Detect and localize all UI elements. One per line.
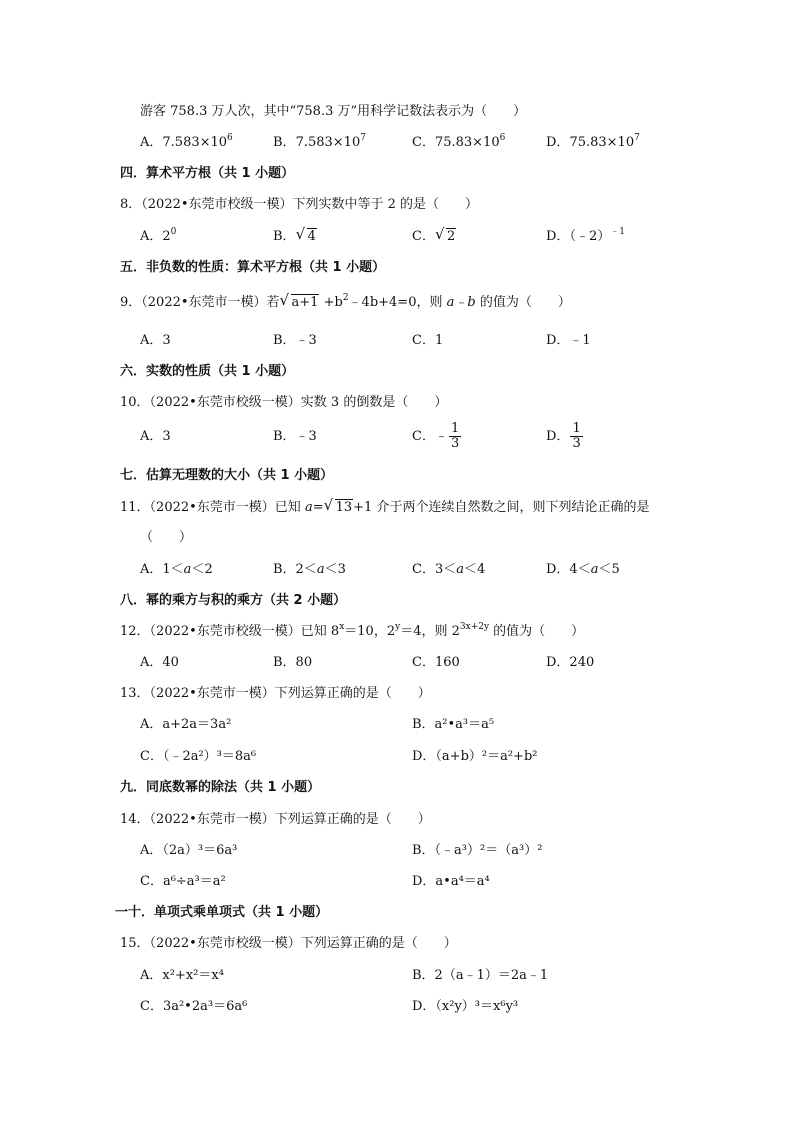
- fraction: $\frac{1}{3}$: [572, 421, 581, 451]
- sqrt-symbol: √ 4: [296, 228, 317, 246]
- q8-option-a: A．$2^0$: [140, 227, 177, 244]
- q13-option-b: B．a²•a³＝a⁵: [412, 717, 495, 732]
- q14-option-b: B．（﹣a³）²＝（a³）²: [412, 843, 543, 858]
- q10-stem: 10．（2022•东莞市校级一模）实数 3 的倒数是（ ）: [120, 395, 448, 410]
- q15-option-c: C．3a²•2a³＝6a⁶: [140, 999, 248, 1014]
- q12-option-b: B．80: [273, 655, 313, 670]
- q11-option-d: D．4＜a＜5: [546, 562, 620, 577]
- q10-option-b: B．﹣3: [273, 429, 317, 444]
- q15-option-d: D．（x²y）³＝x⁶y³: [412, 999, 519, 1014]
- q7-option-a: A．$7.583\times 10^6$: [140, 133, 233, 150]
- q14-stem: 14．（2022•东莞市一模）下列运算正确的是（ ）: [120, 812, 431, 827]
- q13-option-d: D．（a+b）²＝a²+b²: [412, 749, 538, 764]
- section-heading-9: 九．同底数幂的除法（共 1 小题）: [120, 780, 321, 795]
- q15-option-a: A．x²+x²＝x⁴: [140, 968, 224, 983]
- q8-option-d: D．（﹣2）$^{﹣1}$: [546, 227, 625, 244]
- q7-option-c: C．$75.83\times 10^6$: [412, 133, 506, 150]
- q9-option-b: B．﹣3: [273, 333, 317, 348]
- q10-option-a: A．3: [140, 429, 171, 444]
- fraction: $\frac{1}{3}$: [450, 421, 460, 451]
- section-heading-4: 四．算术平方根（共 1 小题）: [120, 166, 295, 181]
- q8-option-b: B．√ 4: [273, 228, 317, 246]
- sqrt-symbol: √ a+1: [280, 294, 320, 312]
- q14-option-d: D．a•a⁴＝a⁴: [412, 874, 490, 889]
- q13-option-c: C．（﹣2a²）³＝8a⁶: [140, 749, 257, 764]
- q11-option-c: C．3＜a＜4: [412, 562, 486, 577]
- q7-stem-continuation: 游客 758.3 万人次，其中“758.3 万”用科学记数法表示为（ ）: [140, 104, 527, 119]
- q8-option-c: C．√ 2: [412, 228, 456, 246]
- q11-option-b: B．2＜a＜3: [273, 562, 346, 577]
- q11-option-a: A．1＜a＜2: [140, 562, 213, 577]
- q9-stem: 9．（2022•东莞市一模）若√ $a+1 +b^2﹣4b+4=0$，则 a﹣b 的值为（ ）: [120, 294, 571, 312]
- sqrt-symbol: √ 2: [435, 228, 456, 246]
- q7-option-d: D．$75.83\times 10^7$: [546, 133, 640, 150]
- q12-option-c: C．160: [412, 655, 460, 670]
- q13-option-a: A．a+2a＝3a²: [140, 717, 232, 732]
- q10-option-c: C．﹣ $\frac{1}{3}$: [412, 421, 460, 451]
- q10-option-d: D． $\frac{1}{3}$: [546, 421, 581, 451]
- section-heading-7: 七．估算无理数的大小（共 1 小题）: [120, 468, 334, 483]
- q12-option-a: A．40: [140, 655, 179, 670]
- section-heading-10: 一十．单项式乘单项式（共 1 小题）: [115, 905, 329, 920]
- q9-option-a: A．3: [140, 333, 171, 348]
- q14-option-c: C．a⁶÷a³＝a²: [140, 874, 226, 889]
- q12-stem: 12．（2022•东莞市校级一模）已知 $8^x=10$，$2^y=4$，则 $2^{3x+2y}$ 的值为（ ）: [120, 622, 585, 639]
- q9-option-c: C．1: [412, 333, 444, 348]
- section-heading-6: 六．实数的性质（共 1 小题）: [120, 364, 295, 379]
- q15-stem: 15．（2022•东莞市校级一模）下列运算正确的是（ ）: [120, 936, 457, 951]
- q13-stem: 13．（2022•东莞市一模）下列运算正确的是（ ）: [120, 686, 431, 701]
- section-heading-5: 五．非负数的性质：算术平方根（共 1 小题）: [120, 260, 386, 275]
- q7-option-b: B．$7.583\times 10^7$: [273, 133, 366, 150]
- q11-stem-blank: （ ）: [140, 530, 193, 545]
- q14-option-a: A．（2a）³＝6a³: [140, 843, 238, 858]
- q9-option-d: D．﹣1: [546, 333, 591, 348]
- sqrt-symbol: √ 13: [324, 499, 354, 517]
- q12-option-d: D．240: [546, 655, 595, 670]
- q11-stem: 11．（2022•东莞市一模）已知 a=√ 13+1 介于两个连续自然数之间，则下列结论正确的是: [120, 499, 649, 517]
- q15-option-b: B．2（a﹣1）＝2a﹣1: [412, 968, 549, 983]
- q8-stem: 8．（2022•东莞市校级一模）下列实数中等于 2 的是（ ）: [120, 197, 479, 212]
- section-heading-8: 八．幂的乘方与积的乘方（共 2 小题）: [120, 593, 347, 608]
